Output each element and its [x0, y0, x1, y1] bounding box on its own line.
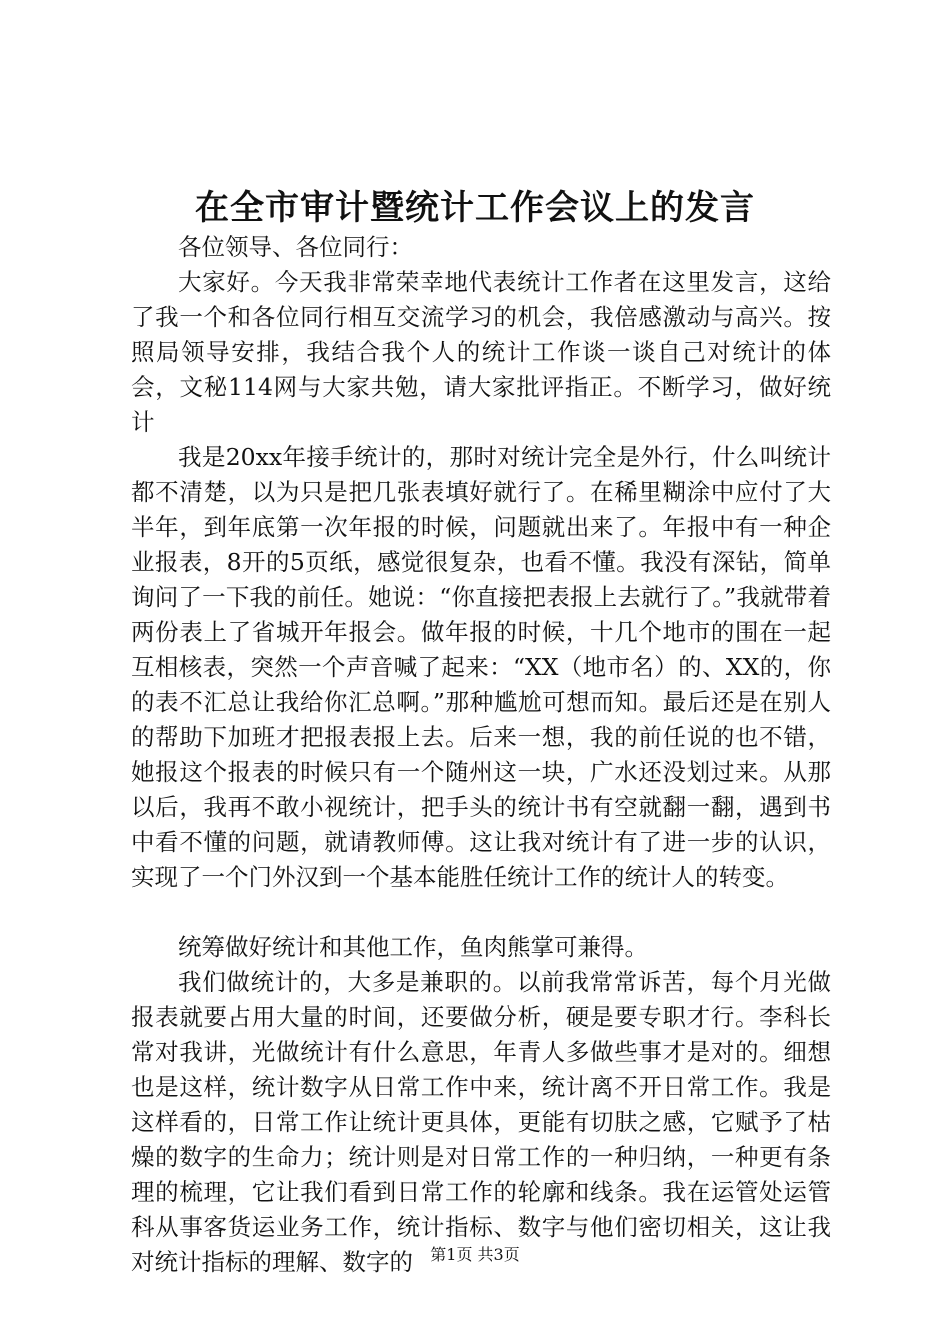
document-title: 在全市审计暨统计工作会议上的发言 — [195, 188, 755, 228]
page-number: 第1页 共3页 — [430, 1245, 520, 1264]
section-heading: 统筹做好统计和其他工作，鱼肉熊掌可兼得。 — [178, 933, 648, 961]
paragraph-learning: 我是20xx年接手统计的，那时对统计完全是外行，什么叫统计都不清楚，以为只是把几张表填好就行了。在稀里糊涂中应付了大半年，到年底第一次年报的时候，问题就出来了。年报中有一种企业报表，8开的5页纸，感觉很复杂，也看不懂。我没有深钻，简单询问了一下我的前任。她说：“你直接把表报上去就行了。”我就带着两份表上了省城开年报会。做年报的时候，十几个地市的围在一起互相核表，突然一个声音喊了起来：“XX（地市名）的、XX的，你的表不汇总让我给你汇总啊。”那种尴尬可想而知。最后还是在别人的帮助下加班才把报表报上去。后来一想，我的前任说的也不错，她报这个报表的时候只有一个随州这一块，广水还没划过来。从那以后，我再不敢小视统计，把手头的统计书有空就翻一翻，遇到书中看不懂的问题，就请教师傅。这让我对统计有了进一步的认识，实现了一个门外汉到一个基本能胜任统计工作的统计人的转变。 — [131, 443, 831, 891]
salutation: 各位领导、各位同行： — [178, 233, 413, 261]
paragraph-coordination: 我们做统计的，大多是兼职的。以前我常常诉苦，每个月光做报表就要占用大量的时间，还要做分析，硬是要专职才行。李科长常对我讲，光做统计有什么意思，年青人多做些事才是对的。细想也是这样，统计数字从日常工作中来，统计离不开日常工作。我是这样看的，日常工作让统计更具体，更能有切肤之感，它赋予了枯燥的数字的生命力；统计则是对日常工作的一种归纳，一种更有条理的梳理，它让我们看到日常工作的轮廓和线条。我在运管处运管科从事客货运业务工作，统计指标、数字与他们密切相关，这让我对统计指标的理解、数字的 — [131, 968, 831, 1276]
paragraph-greeting: 大家好。今天我非常荣幸地代表统计工作者在这里发言，这给了我一个和各位同行相互交流学习的机会，我倍感激动与高兴。按照局领导安排，我结合我个人的统计工作谈一谈自己对统计的体会，文秘114网与大家共勉，请大家批评指正。不断学习，做好统计 — [131, 268, 831, 436]
document-body — [131, 230, 831, 1280]
